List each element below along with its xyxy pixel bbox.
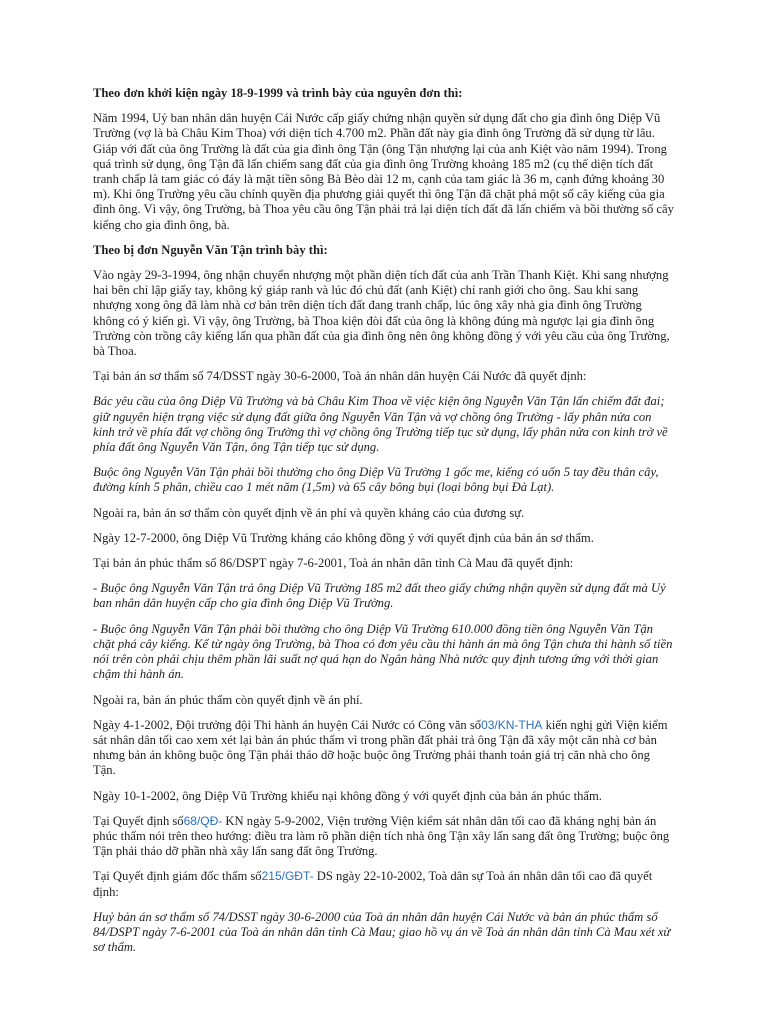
paragraph-first-instance-decision-1: Bác yêu cầu của ông Diệp Vũ Trường và bà Châu Kim Thoa về việc kiện ông Nguyễn Văn Tận lấn chiếm đất đai; giữ nguyên hiện trạng việc sử dụng đất giữa ông Nguyễn Văn Tận và vợ chồng ông Trường - lấy phân nửa con kinh trở về phía đất vợ chồng ông Trường thì vợ chồng ông Trường tiếp tục sử dụng, lấy phân nửa con kinh trở về phía đất ông Nguyễn Văn Tận, ông Tận tiếp tục sử dụng. bbox=[93, 394, 668, 455]
enforcement-letter-text-after: kiến nghị gửi Viện kiểm sát nhân dân tối cao xem xét lại bản án phúc thẩm vì trong phần đất phải trả ông Tận đã xây một căn nhà cơ bản nhưng bản án không buộc ông Tận phải tháo dỡ hoặc buộc ông Trường phải thanh toán giá trị căn nhà cho ông Tận. bbox=[93, 717, 668, 778]
paragraph-appeal-judgment-intro: Tại bản án phúc thẩm số 86/DSPT ngày 7-6-2001, Toà án nhân dân tỉnh Cà Mau đã quyết định: bbox=[93, 556, 574, 571]
paragraph-appeal: Ngày 12-7-2000, ông Diệp Vũ Trường kháng cáo không đồng ý với quyết định của bản án sơ thẩm. bbox=[93, 530, 594, 545]
document-link-68-qd[interactable]: 68/QĐ- bbox=[183, 813, 223, 828]
paragraph-first-instance-fees: Ngoài ra, bản án sơ thẩm còn quyết định về án phí và quyền kháng cáo của đương sự. bbox=[93, 505, 525, 520]
document-body bbox=[93, 86, 675, 965]
paragraph-cassation-ruling: Huỷ bản án sơ thẩm số 74/DSST ngày 30-6-2000 của Toà án nhân dân huyện Cái Nước và bản án phúc thẩm số 84/DSPT ngày 7-6-2001 của Toà án nhân dân tỉnh Cà Mau; giao hồ vụ án về Toà án nhân dân tỉnh Cà Mau xét xử sơ thẩm. bbox=[93, 909, 671, 955]
paragraph-defendant-statement: Vào ngày 29-3-1994, ông nhận chuyển nhượng một phần diện tích đất của anh Trần Thanh Kiệt. Khi sang nhượng hai bên chỉ lập giấy tay, không ký giáp ranh và lúc đó chủ đất (anh Kiệt) chỉ ranh giới cho ông. Sau khi sang nhượng xong ông đã làm nhà cơ bản trên diện tích đất đang tranh chấp, lúc ông xây nhà gia đình ông Trường không có ý kiến gì. Vì vậy, ông Trường, bà Thoa kiện đòi đất của ông là không đúng mà ngược lại gia đình ông Trường còn trồng cây kiểng lấn qua phần đất của gia đình ông nên ông không đồng ý với yêu cầu của ông Trường, bà Thoa. bbox=[93, 268, 670, 359]
paragraph-complaint: Ngày 10-1-2002, ông Diệp Vũ Trường khiếu nại không đồng ý với quyết định của bản án phúc thẩm. bbox=[93, 788, 602, 803]
document-link-215-gdt[interactable]: 215/GĐT- bbox=[261, 869, 314, 884]
protest-decision-text-before: Tại Quyết định số bbox=[93, 813, 184, 828]
paragraph-enforcement-letter bbox=[93, 718, 675, 779]
paragraph-plaintiff-claim: Năm 1994, Uỷ ban nhân dân huyện Cái Nước cấp giấy chứng nhận quyền sử dụng đất cho gia đình ông Diệp Vũ Trường (vợ là bà Châu Kim Thoa) với diện tích 4.700 m2. Phần đất này gia đình ông Trường đã sử dụng từ lâu. Giáp với đất của ông Trường là đất của gia đình ông Tận (ông Tận nhượng lại của anh Kiệt vào năm 1994). Trong quá trình sử dụng, ông Tận đã lấn chiếm sang đất của gia đình ông Trường khoảng 185 m2 (cụ thể diện tích đất tranh chấp là tam giác có đáy là mặt tiền sông Bà Bèo dài 12 m, cạnh của tam giác là 36 m, cạnh đứng khoảng 30 m). Khi ông Trường yêu cầu chính quyền địa phương giải quyết thì ông Tận đã chặt phá một số cây kiểng của gia đình ông. Vì vậy, ông Trường, bà Thoa yêu cầu ông Tận phải trả lại diện tích đất đã lấn chiếm và bồi thường số cây kiểng cho gia đình ông, bà. bbox=[93, 111, 674, 232]
paragraph-first-instance-decision-2: Buộc ông Nguyễn Văn Tận phải bồi thường cho ông Diệp Vũ Trường 1 gốc me, kiểng có uốn 5 tay đều thân cây, đường kính 5 phân, chiều cao 1 mét năm (1,5m) và 65 cây bông bụi (loại bông bụi Đà Lạt). bbox=[93, 465, 659, 495]
cassation-decision-text-after: DS ngày 22-10-2002, Toà dân sự Toà án nhân dân tối cao đã quyết định: bbox=[93, 869, 653, 899]
document-link-03-kn-tha[interactable]: 03/KN-THA bbox=[481, 717, 543, 732]
heading-defendant: Theo bị đơn Nguyễn Văn Tận trình bày thì: bbox=[93, 242, 328, 257]
paragraph-protest-decision bbox=[93, 814, 675, 860]
paragraph-appeal-decision-2: - Buộc ông Nguyễn Văn Tận phải bồi thường cho ông Diệp Vũ Trường 610.000 đồng tiền ông Nguyễn Văn Tận chặt phá cây kiểng. Kể từ ngày ông Trường, bà Thoa có đơn yêu cầu thi hành án mà ông Tận chưa thi hành số tiền nói trên còn phải chịu thêm phần lãi suất nợ quá hạn do Ngân hàng Nhà nước quy định tương ứng với thời gian chậm thi hành án. bbox=[93, 621, 673, 682]
paragraph-cassation-decision bbox=[93, 869, 675, 899]
paragraph-first-instance-intro: Tại bản án sơ thẩm số 74/DSST ngày 30-6-2000, Toà án nhân dân huyện Cái Nước đã quyết định: bbox=[93, 369, 587, 384]
enforcement-letter-text-before: Ngày 4-1-2002, Đội trưởng đội Thi hành án huyện Cái Nước có Công văn số bbox=[93, 717, 482, 732]
heading-plaintiff: Theo đơn khởi kiện ngày 18-9-1999 và trình bày của nguyên đơn thì: bbox=[93, 86, 463, 100]
paragraph-appeal-decision-1: - Buộc ông Nguyễn Văn Tận trả ông Diệp Vũ Trường 185 m2 đất theo giấy chứng nhận quyền sử dụng đất mà Uỷ ban nhân dân huyện cấp cho gia đình ông Diệp Vũ Trường. bbox=[93, 581, 666, 611]
paragraph-appeal-fees: Ngoài ra, bản án phúc thẩm còn quyết định về án phí. bbox=[93, 692, 363, 707]
cassation-decision-text-before: Tại Quyết định giám đốc thẩm số bbox=[93, 869, 262, 884]
protest-decision-text-after: KN ngày 5-9-2002, Viện trưởng Viện kiểm sát nhân dân tối cao đã kháng nghị bản án phúc thẩm nói trên theo hướng: điều tra làm rõ phần diện tích nhà ông Tận xây lấn sang đất ông Trường; buộc ông Tận phải tháo dỡ phần nhà xây lấn sang đất ông Trường. bbox=[93, 813, 670, 859]
